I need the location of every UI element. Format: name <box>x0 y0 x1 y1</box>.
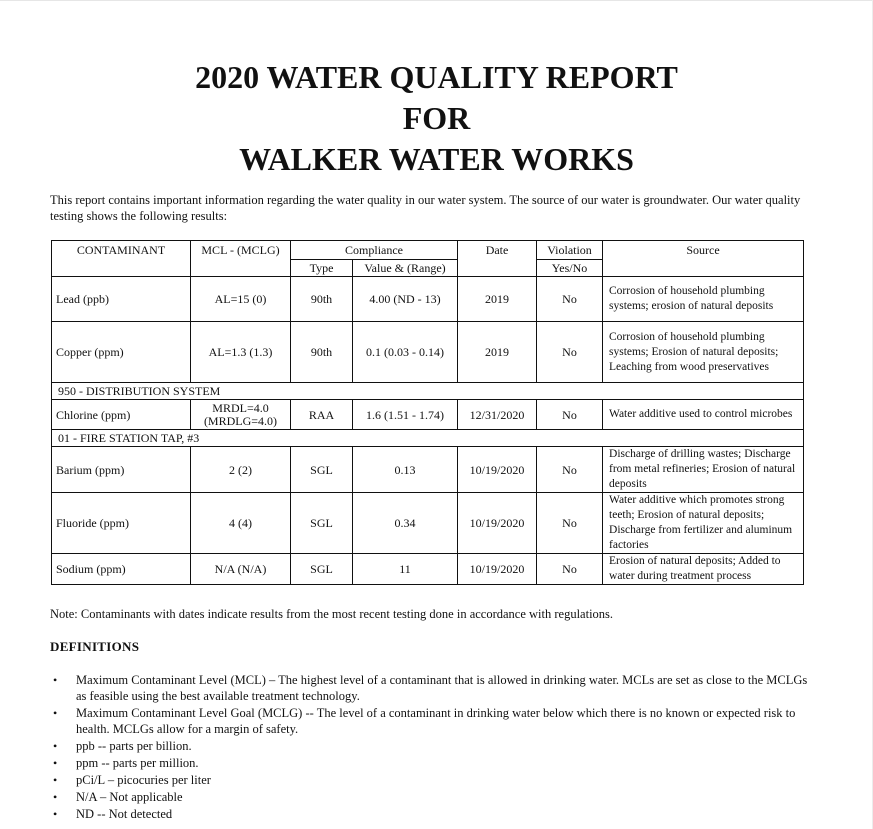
title-line-1: 2020 WATER QUALITY REPORT <box>195 59 678 95</box>
section-row-distribution <box>52 383 804 400</box>
definition-text: pCi/L – picocuries per liter <box>76 773 211 787</box>
definition-item <box>50 789 810 805</box>
intro-paragraph: This report contains important information regarding the water quality in our water system. The source of our water is groundwater. Our water quality testing shows the following results: <box>50 193 801 223</box>
source-cell: Water additive which promotes strong teeth; Erosion of natural deposits; Discharge from fertilizer and aluminum factories <box>603 493 804 554</box>
definition-item <box>50 755 810 771</box>
water-quality-table <box>51 240 804 585</box>
section-row-fire-station <box>52 430 804 447</box>
mcl-cell: 2 (2) <box>191 447 291 493</box>
mcl-line-1: MRDL=4.0 <box>212 400 269 415</box>
contaminant-cell: Sodium (ppm) <box>52 554 191 585</box>
violation-cell: No <box>537 400 603 430</box>
mcl-cell <box>191 400 291 430</box>
table-note: Note: Contaminants with dates indicate results from the most recent testing done in accordance with regulations. <box>50 607 614 621</box>
date-cell: 10/19/2020 <box>458 554 537 585</box>
table-row <box>52 493 804 554</box>
date-cell: 2019 <box>458 322 537 383</box>
value-cell: 1.6 (1.51 - 1.74) <box>353 400 458 430</box>
header-compliance: Compliance <box>291 241 458 260</box>
source-cell: Discharge of drilling wastes; Discharge from metal refineries; Erosion of natural deposits <box>603 447 804 493</box>
bullet-icon: • <box>53 673 58 687</box>
bullet-icon: • <box>53 739 58 753</box>
header-yes-no: Yes/No <box>537 260 603 277</box>
contaminant-cell: Lead (ppb) <box>52 277 191 322</box>
header-violation: Violation <box>537 241 603 260</box>
mcl-cell: AL=1.3 (1.3) <box>191 322 291 383</box>
definitions-list <box>50 672 810 823</box>
definition-item <box>50 772 810 788</box>
table-row <box>52 447 804 493</box>
source-cell: Water additive used to control microbes <box>603 400 804 430</box>
type-cell: SGL <box>291 493 353 554</box>
mcl-line-2: (MRDLG=4.0) <box>203 413 278 428</box>
violation-cell: No <box>537 322 603 383</box>
contaminant-cell: Chlorine (ppm) <box>52 400 191 430</box>
header-value-range: Value & (Range) <box>353 260 458 277</box>
contaminant-cell: Fluoride (ppm) <box>52 493 191 554</box>
bullet-icon: • <box>53 706 58 720</box>
title-line-2: FOR <box>402 100 471 136</box>
bullet-icon: • <box>53 790 58 804</box>
bullet-icon: • <box>53 756 58 770</box>
definition-text: ppb -- parts per billion. <box>76 739 192 753</box>
date-cell: 10/19/2020 <box>458 493 537 554</box>
source-cell: Corrosion of household plumbing systems; Erosion of natural deposits; Leaching from wood preservatives <box>603 322 804 383</box>
definition-item <box>50 705 810 737</box>
definition-item <box>50 806 810 822</box>
date-cell: 2019 <box>458 277 537 322</box>
page-top-border <box>0 0 873 1</box>
header-mcl: MCL - (MCLG) <box>191 241 291 277</box>
value-cell: 0.1 (0.03 - 0.14) <box>353 322 458 383</box>
violation-cell: No <box>537 493 603 554</box>
header-date: Date <box>458 241 537 277</box>
definition-text: N/A – Not applicable <box>76 790 183 804</box>
type-cell: 90th <box>291 277 353 322</box>
table-row <box>52 400 804 430</box>
definition-text: ppm -- parts per million. <box>76 756 199 770</box>
source-cell: Erosion of natural deposits; Added to water during treatment process <box>603 554 804 585</box>
mcl-cell: N/A (N/A) <box>191 554 291 585</box>
definition-item <box>50 738 810 754</box>
mcl-cell: 4 (4) <box>191 493 291 554</box>
type-cell: 90th <box>291 322 353 383</box>
header-contaminant: CONTAMINANT <box>52 241 191 277</box>
bullet-icon: • <box>53 807 58 821</box>
title-line-3: WALKER WATER WORKS <box>239 141 634 177</box>
table-header-row <box>52 241 804 260</box>
violation-cell: No <box>537 447 603 493</box>
table-row <box>52 277 804 322</box>
date-cell: 12/31/2020 <box>458 400 537 430</box>
table-row <box>52 554 804 585</box>
source-cell: Corrosion of household plumbing systems; erosion of natural deposits <box>603 277 804 322</box>
violation-cell: No <box>537 554 603 585</box>
type-cell: SGL <box>291 447 353 493</box>
value-cell: 0.34 <box>353 493 458 554</box>
bullet-icon: • <box>53 773 58 787</box>
mcl-cell: AL=15 (0) <box>191 277 291 322</box>
contaminant-cell: Barium (ppm) <box>52 447 191 493</box>
type-cell: SGL <box>291 554 353 585</box>
report-title <box>0 57 873 180</box>
type-cell: RAA <box>291 400 353 430</box>
definition-text: ND -- Not detected <box>76 807 173 821</box>
date-cell: 10/19/2020 <box>458 447 537 493</box>
definition-item <box>50 672 810 704</box>
definition-text: Maximum Contaminant Level (MCL) – The highest level of a contaminant that is allowed in drinking water. MCLs are set as close to the MCLGs as feasible using the best available treatment technology. <box>76 673 808 703</box>
value-cell: 4.00 (ND - 13) <box>353 277 458 322</box>
section-label: 01 - FIRE STATION TAP, #3 <box>52 430 804 447</box>
table-row <box>52 322 804 383</box>
definition-text: Maximum Contaminant Level Goal (MCLG) -- The level of a contaminant in drinking water below which there is no known or expected risk to health. MCLGs allow for a margin of safety. <box>76 706 796 736</box>
header-source: Source <box>603 241 804 277</box>
header-type: Type <box>291 260 353 277</box>
value-cell: 0.13 <box>353 447 458 493</box>
violation-cell: No <box>537 277 603 322</box>
section-label: 950 - DISTRIBUTION SYSTEM <box>52 383 804 400</box>
value-cell: 11 <box>353 554 458 585</box>
definitions-heading: DEFINITIONS <box>50 639 140 654</box>
contaminant-cell: Copper (ppm) <box>52 322 191 383</box>
